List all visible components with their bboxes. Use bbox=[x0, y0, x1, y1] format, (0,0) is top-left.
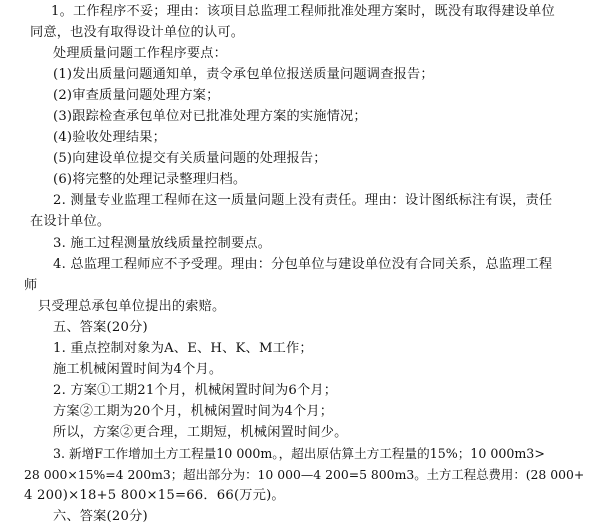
text-line: 2. 测量专业监理工程师在这一质量问题上没有责任。理由：设计图纸标注有误，责任 bbox=[53, 193, 553, 209]
text-line: 28 000×15%=4 200m3；超出部分为：10 000—4 200=5 800m3。土方工程总费用：(28 000+ bbox=[24, 466, 585, 482]
text-line: 方案②工期为20个月，机械闲置时间为4个月； bbox=[53, 403, 334, 419]
section-heading: 五、答案(20分) bbox=[53, 319, 148, 335]
text-line: 2. 方案①工期21个月，机械闲置时间为6个月； bbox=[53, 382, 338, 398]
text-line: (4)验收处理结果； bbox=[53, 130, 166, 146]
text-line: 所以，方案②更合理，工期短，机械闲置时间少。 bbox=[53, 424, 348, 440]
text-line: (3)跟踪检查承包单位对已批准处理方案的实施情况； bbox=[53, 109, 367, 125]
text-line: 只受理总承包单位提出的索赔。 bbox=[38, 298, 226, 314]
text-line: 师 bbox=[24, 277, 38, 293]
section-heading: 六、答案(20分) bbox=[53, 509, 148, 524]
text-line: 4. 总监理工程师应不予受理。理由：分包单位与建设单位没有合同关系，总监理工程 bbox=[53, 256, 553, 272]
text-line: 在设计单位。 bbox=[30, 214, 111, 230]
text-line: 3. 新增F工作增加土方工程量10 000m。，超出原估算土方工程量的15%；10 000m3> bbox=[53, 445, 545, 461]
text-line: (6)将完整的处理记录整理归档。 bbox=[53, 172, 247, 188]
text-line: (1)发出质量问题通知单，责令承包单位报送质量问题调查报告； bbox=[53, 67, 434, 83]
text-line: 4 200)×18+5 800×15=66．66(万元)。 bbox=[24, 488, 285, 503]
text-line: 同意，也没有取得设计单位的认可。 bbox=[30, 25, 245, 40]
text-line: 1。工作程序不妥；理由：该项目总监理工程师批准处理方案时，既没有取得建设单位 bbox=[51, 4, 555, 19]
text-line: 施工机械闲置时间为4个月。 bbox=[53, 361, 223, 377]
text-line: 处理质量问题工作程序要点： bbox=[53, 46, 228, 62]
text-line: 3. 施工过程测量放线质量控制要点。 bbox=[53, 235, 272, 251]
text-line: (2)审查质量问题处理方案； bbox=[53, 88, 220, 104]
text-line: 1. 重点控制对象为A、E、H、K、M工作； bbox=[53, 340, 313, 356]
text-line: (5)向建设单位提交有关质量问题的处理报告； bbox=[53, 151, 327, 167]
